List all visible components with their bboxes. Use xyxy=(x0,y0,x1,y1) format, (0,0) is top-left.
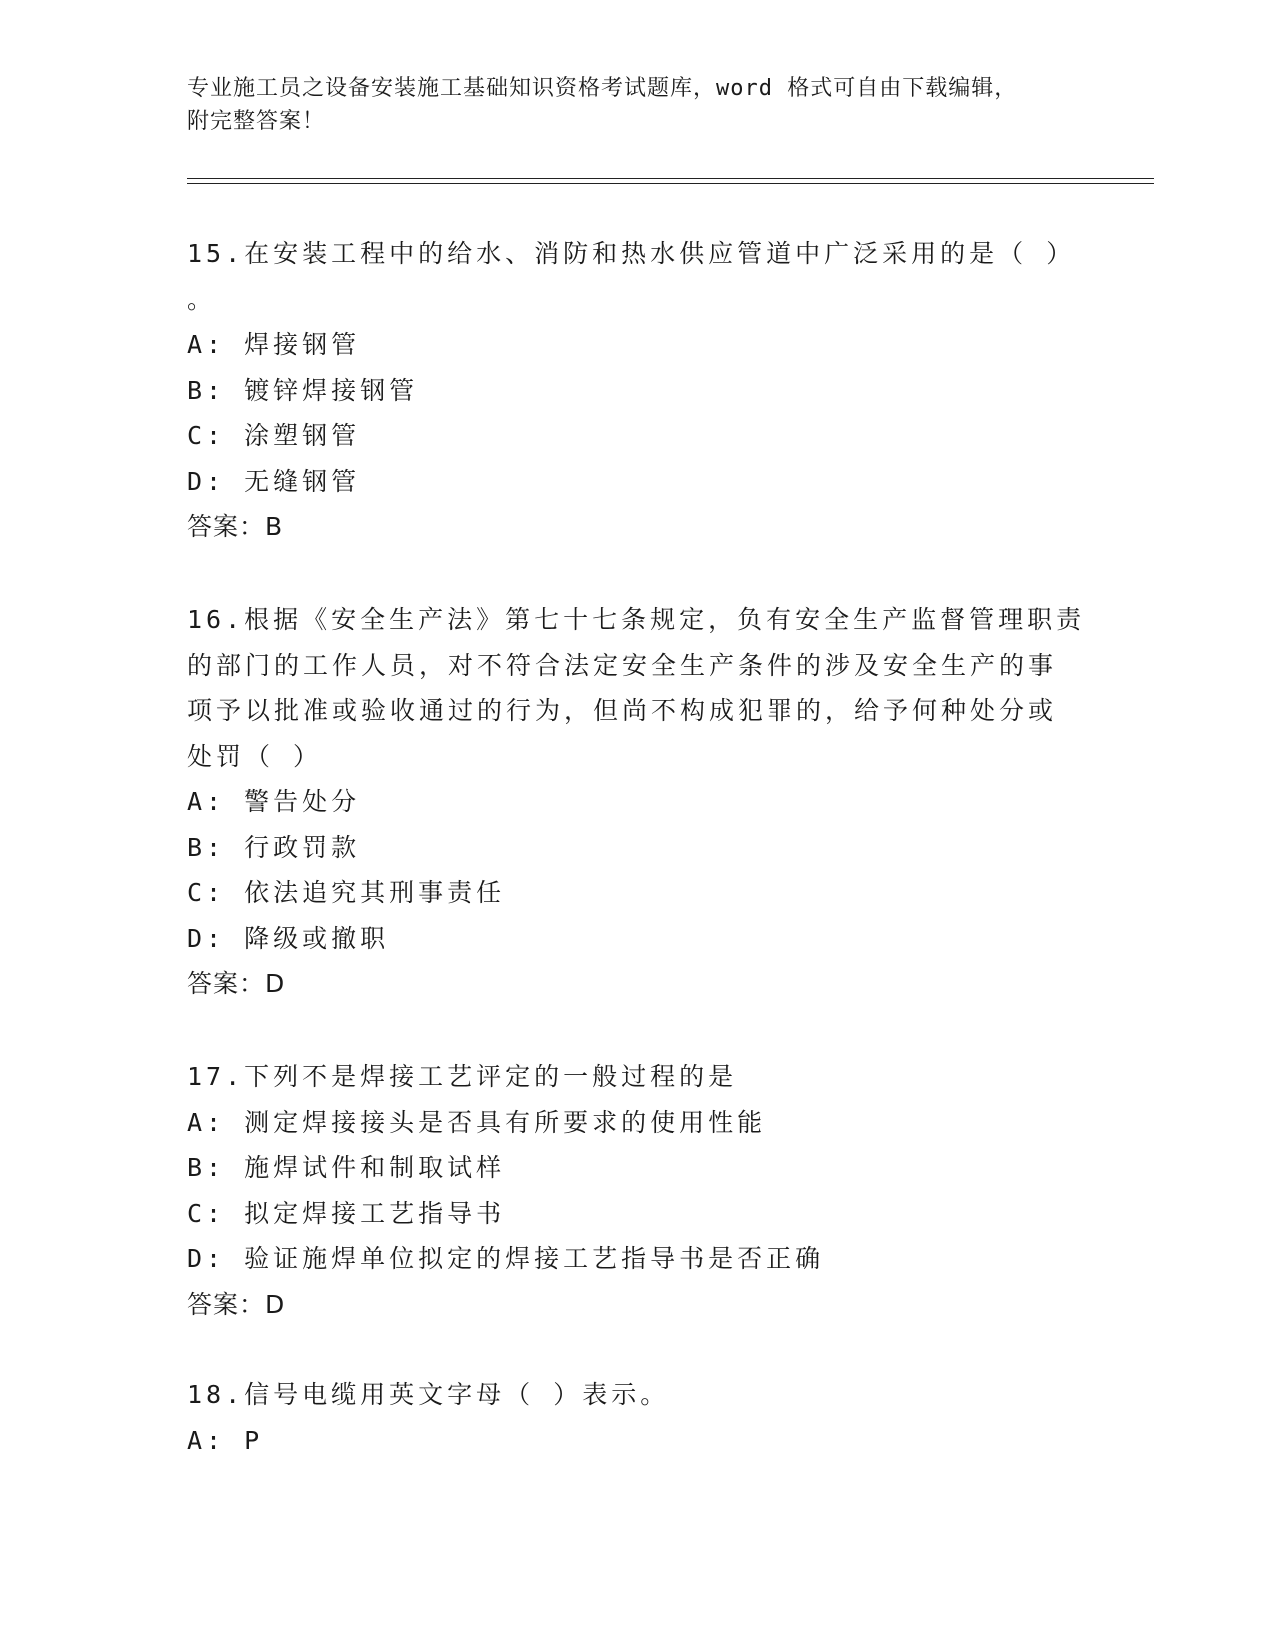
option-c: C: 依法追究其刑事责任 xyxy=(187,878,506,907)
header-divider-top xyxy=(187,178,1154,179)
option-b: B: 行政罚款 xyxy=(187,832,361,862)
option-a: A: 测定焊接接头是否具有所要求的使用性能 xyxy=(187,1107,767,1137)
option-b: B: 施焊试件和制取试样 xyxy=(187,1153,506,1182)
option-b: B: 镀锌焊接钢管 xyxy=(187,375,419,405)
header-line-1: 专业施工员之设备安装施工基础知识资格考试题库，word 格式可自由下载编辑， xyxy=(187,76,1018,101)
question-16 xyxy=(187,597,1087,1007)
header-divider-bottom xyxy=(187,183,1154,184)
question-stem-line: 18.信号电缆用英文字母（ ）表示。 xyxy=(187,1380,670,1409)
question-15 xyxy=(187,231,1087,550)
answer: 答案：D xyxy=(187,969,286,998)
question-stem xyxy=(187,1372,1087,1418)
option-a: A: P xyxy=(187,1425,264,1455)
header-line-2: 附完整答案！ xyxy=(187,109,326,134)
question-stem-line: 。 xyxy=(187,284,217,314)
option-a: A: 焊接钢管 xyxy=(187,330,361,359)
answer: 答案：D xyxy=(187,1289,286,1319)
question-stem-line: 处罚（ ） xyxy=(187,741,323,771)
question-stem-line: 项予以批准或验收通过的行为，但尚不构成犯罪的，给予何种处分或 xyxy=(187,696,1058,725)
option-a: A: 警告处分 xyxy=(187,787,361,816)
question-18 xyxy=(187,1372,1087,1463)
question-stem-line: 16.根据《安全生产法》第七十七条规定，负有安全生产监督管理职责 xyxy=(187,605,1086,634)
question-stem-line: 15.在安装工程中的给水、消防和热水供应管道中广泛采用的是（ ） xyxy=(187,239,1076,268)
question-stem xyxy=(187,231,1087,322)
question-17 xyxy=(187,1054,1087,1327)
question-stem-line: 的部门的工作人员，对不符合法定安全生产条件的涉及安全生产的事 xyxy=(187,650,1058,680)
option-c: C: 拟定焊接工艺指导书 xyxy=(187,1198,506,1228)
question-stem xyxy=(187,1054,1087,1100)
option-d: D: 降级或撤职 xyxy=(187,923,390,953)
option-d: D: 无缝钢管 xyxy=(187,466,361,496)
document-header xyxy=(187,72,1067,138)
option-d: D: 验证施焊单位拟定的焊接工艺指导书是否正确 xyxy=(187,1244,825,1273)
question-stem xyxy=(187,597,1087,779)
question-stem-line: 17.下列不是焊接工艺评定的一般过程的是 xyxy=(187,1062,738,1091)
answer: 答案：B xyxy=(187,512,284,541)
option-c: C: 涂塑钢管 xyxy=(187,421,361,450)
